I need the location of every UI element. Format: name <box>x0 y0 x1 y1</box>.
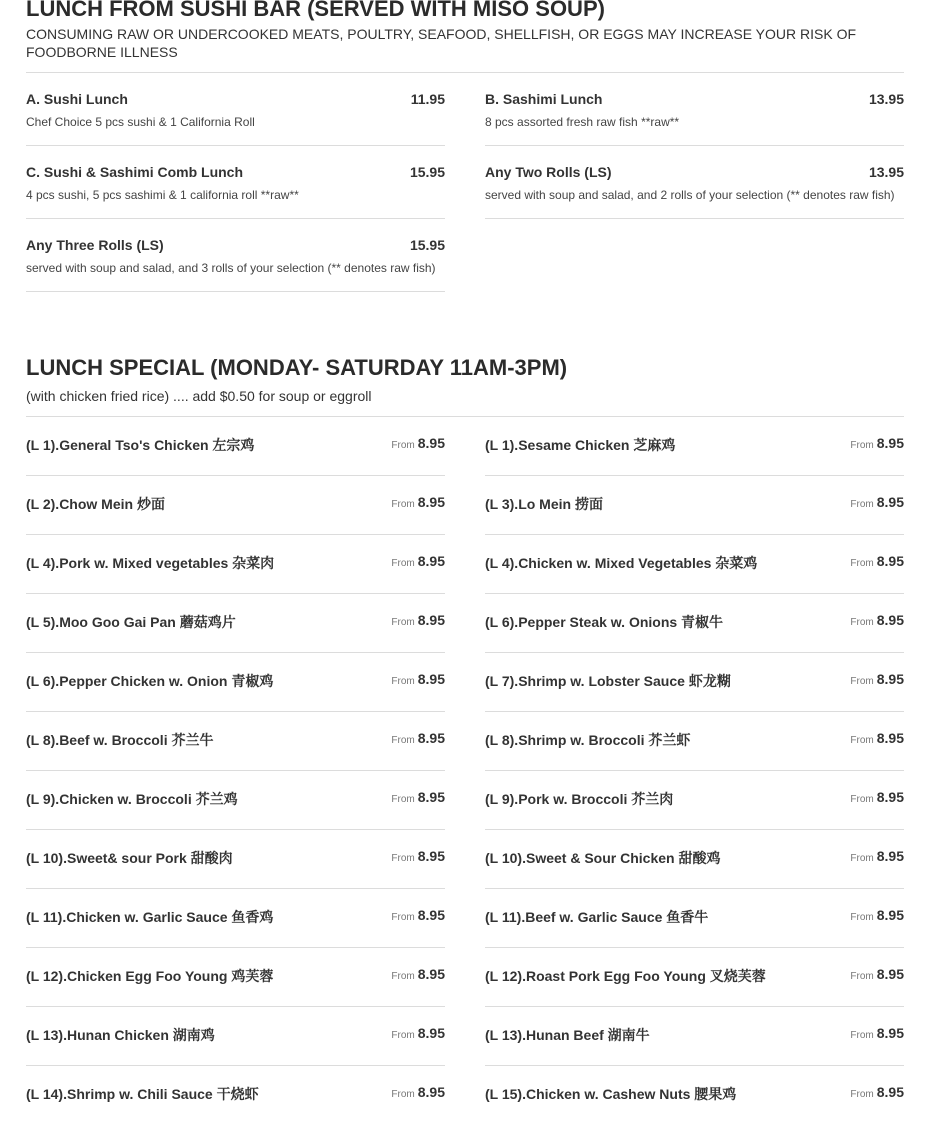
item-price-group <box>391 907 445 923</box>
item-name: (L 14).Shrimp w. Chili Sauce 干烧虾 <box>26 1086 259 1102</box>
item-name: (L 6).Pepper Steak w. Onions 青椒牛 <box>485 614 724 630</box>
item-price-group <box>391 553 445 569</box>
menu-item[interactable] <box>485 830 904 889</box>
item-name: (L 2).Chow Mein 炒面 <box>26 496 165 512</box>
from-label: From <box>850 558 874 569</box>
item-price: 8.95 <box>876 907 904 923</box>
item-description: 8 pcs assorted fresh raw fish **raw** <box>485 115 680 129</box>
from-label: From <box>391 1030 415 1041</box>
item-price: 8.95 <box>417 789 445 805</box>
menu-item[interactable] <box>26 417 445 476</box>
menu-item[interactable] <box>26 219 445 292</box>
section-description: (with chicken fried rice) .... add $0.50 for soup or eggroll <box>26 388 372 404</box>
item-name: (L 9).Pork w. Broccoli 芥兰肉 <box>485 791 674 807</box>
from-label: From <box>850 794 874 805</box>
from-label: From <box>850 617 874 628</box>
item-price: 8.95 <box>876 671 904 687</box>
item-price-group <box>391 1025 445 1041</box>
menu-items-grid <box>26 417 904 1125</box>
menu-section-lunch-special <box>26 355 904 1125</box>
menu-item[interactable] <box>485 1007 904 1066</box>
item-name: (L 10).Sweet& sour Pork 甜酸肉 <box>26 850 233 866</box>
item-name: (L 4).Pork w. Mixed vegetables 杂菜肉 <box>26 555 275 571</box>
item-price: 8.95 <box>876 553 904 569</box>
menu-section-sushi-lunch <box>26 0 904 292</box>
from-label: From <box>850 1030 874 1041</box>
from-label: From <box>850 912 874 923</box>
item-price: 11.95 <box>410 91 445 107</box>
item-price: 8.95 <box>876 435 904 451</box>
item-name: C. Sushi & Sashimi Comb Lunch <box>26 164 244 180</box>
item-name: (L 5).Moo Goo Gai Pan 蘑菇鸡片 <box>26 614 236 630</box>
menu-item[interactable] <box>26 535 445 594</box>
from-label: From <box>850 971 874 982</box>
menu-item[interactable] <box>26 948 445 1007</box>
menu-item[interactable] <box>26 146 445 219</box>
menu-item[interactable] <box>26 1066 445 1125</box>
item-price: 8.95 <box>417 966 445 982</box>
item-name: (L 13).Hunan Beef 湖南牛 <box>485 1027 650 1043</box>
item-name: (L 6).Pepper Chicken w. Onion 青椒鸡 <box>26 673 274 689</box>
menu-item[interactable] <box>26 889 445 948</box>
item-name: Any Three Rolls (LS) <box>26 237 164 253</box>
item-price: 8.95 <box>417 1025 445 1041</box>
item-description: served with soup and salad, and 2 rolls of your selection (** denotes raw fish) <box>485 188 895 202</box>
item-name: (L 3).Lo Mein 捞面 <box>485 496 603 512</box>
menu-item[interactable] <box>485 712 904 771</box>
from-label: From <box>391 853 415 864</box>
item-price-group <box>850 435 904 451</box>
item-price-group <box>391 730 445 746</box>
menu-item[interactable] <box>26 594 445 653</box>
section-description: CONSUMING RAW OR UNDERCOOKED MEATS, POULTRY, SEAFOOD, SHELLFISH, OR EGGS MAY INCREASE YOUR RISK OF FOODBORNE ILLNESS <box>26 26 857 60</box>
item-name: (L 1).Sesame Chicken 芝麻鸡 <box>485 437 676 453</box>
item-name: (L 11).Chicken w. Garlic Sauce 鱼香鸡 <box>26 909 274 925</box>
item-price-group <box>391 848 445 864</box>
section-title: LUNCH FROM SUSHI BAR (SERVED WITH MISO SOUP) <box>26 0 605 21</box>
from-label: From <box>391 499 415 510</box>
item-price-group <box>850 848 904 864</box>
item-price-group <box>391 1084 445 1100</box>
item-description: 4 pcs sushi, 5 pcs sashimi & 1 california roll **raw** <box>26 188 299 202</box>
from-label: From <box>391 558 415 569</box>
item-name: (L 15).Chicken w. Cashew Nuts 腰果鸡 <box>485 1086 737 1102</box>
item-price-group <box>850 553 904 569</box>
from-label: From <box>850 853 874 864</box>
menu-item[interactable] <box>26 830 445 889</box>
item-price-group <box>391 966 445 982</box>
item-name: (L 12).Roast Pork Egg Foo Young 叉烧芙蓉 <box>485 968 766 984</box>
from-label: From <box>850 735 874 746</box>
item-price: 8.95 <box>417 494 445 510</box>
menu-item[interactable] <box>26 712 445 771</box>
item-name: (L 10).Sweet & Sour Chicken 甜酸鸡 <box>485 850 721 866</box>
from-label: From <box>391 440 415 451</box>
item-price-group <box>850 1084 904 1100</box>
from-label: From <box>391 617 415 628</box>
from-label: From <box>391 676 415 687</box>
item-price: 13.95 <box>868 164 904 180</box>
menu-item[interactable] <box>26 771 445 830</box>
menu-item[interactable] <box>485 476 904 535</box>
item-price: 8.95 <box>417 907 445 923</box>
from-label: From <box>391 735 415 746</box>
item-price-group <box>391 612 445 628</box>
item-price-group <box>850 907 904 923</box>
item-price-group <box>850 789 904 805</box>
item-price: 15.95 <box>409 164 445 180</box>
item-price: 13.95 <box>868 91 904 107</box>
item-price-group <box>850 494 904 510</box>
item-price-group <box>850 1025 904 1041</box>
item-price: 8.95 <box>417 553 445 569</box>
item-price-group <box>850 730 904 746</box>
item-price-group <box>850 671 904 687</box>
menu-item[interactable] <box>485 653 904 712</box>
item-name: (L 4).Chicken w. Mixed Vegetables 杂菜鸡 <box>485 555 758 571</box>
menu-item[interactable] <box>485 535 904 594</box>
menu-item[interactable] <box>26 1007 445 1066</box>
item-name: Any Two Rolls (LS) <box>485 164 612 180</box>
from-label: From <box>850 676 874 687</box>
menu-items-grid <box>26 73 904 292</box>
item-price: 15.95 <box>409 237 445 253</box>
menu-item[interactable] <box>485 146 904 219</box>
item-name: A. Sushi Lunch <box>26 91 128 107</box>
from-label: From <box>850 440 874 451</box>
item-name: (L 8).Beef w. Broccoli 芥兰牛 <box>26 732 214 748</box>
menu-item[interactable] <box>26 73 445 146</box>
item-price-group <box>391 789 445 805</box>
item-name: (L 11).Beef w. Garlic Sauce 鱼香牛 <box>485 909 709 925</box>
item-price-group <box>391 671 445 687</box>
item-name: (L 7).Shrimp w. Lobster Sauce 虾龙糊 <box>485 673 731 689</box>
item-name: (L 9).Chicken w. Broccoli 芥兰鸡 <box>26 791 238 807</box>
item-price: 8.95 <box>876 789 904 805</box>
menu-item[interactable] <box>485 1066 904 1125</box>
item-price: 8.95 <box>417 730 445 746</box>
item-price: 8.95 <box>876 966 904 982</box>
from-label: From <box>391 971 415 982</box>
item-price: 8.95 <box>417 435 445 451</box>
item-name: B. Sashimi Lunch <box>485 91 603 107</box>
item-name: (L 13).Hunan Chicken 湖南鸡 <box>26 1027 215 1043</box>
menu-item[interactable] <box>26 476 445 535</box>
item-price: 8.95 <box>417 848 445 864</box>
item-price: 8.95 <box>417 612 445 628</box>
item-price: 8.95 <box>876 848 904 864</box>
item-description: served with soup and salad, and 3 rolls of your selection (** denotes raw fish) <box>26 261 436 275</box>
menu-item[interactable] <box>485 594 904 653</box>
menu-item[interactable] <box>26 653 445 712</box>
item-name: (L 1).General Tso's Chicken 左宗鸡 <box>26 437 255 453</box>
item-price-group <box>391 494 445 510</box>
item-price: 8.95 <box>417 1084 445 1100</box>
menu-item[interactable] <box>485 417 904 476</box>
item-price-group <box>391 435 445 451</box>
menu-item[interactable] <box>485 948 904 1007</box>
item-price: 8.95 <box>417 671 445 687</box>
from-label: From <box>850 499 874 510</box>
item-price: 8.95 <box>876 1025 904 1041</box>
section-title: LUNCH SPECIAL (MONDAY- SATURDAY 11AM-3PM) <box>26 355 568 380</box>
item-name: (L 8).Shrimp w. Broccoli 芥兰虾 <box>485 732 691 748</box>
from-label: From <box>391 912 415 923</box>
menu-item[interactable] <box>485 73 904 146</box>
item-price: 8.95 <box>876 1084 904 1100</box>
item-price: 8.95 <box>876 730 904 746</box>
from-label: From <box>391 1089 415 1100</box>
item-price: 8.95 <box>876 494 904 510</box>
item-price: 8.95 <box>876 612 904 628</box>
item-price-group <box>850 612 904 628</box>
menu-item[interactable] <box>485 771 904 830</box>
from-label: From <box>391 794 415 805</box>
item-name: (L 12).Chicken Egg Foo Young 鸡芙蓉 <box>26 968 274 984</box>
from-label: From <box>850 1089 874 1100</box>
item-description: Chef Choice 5 pcs sushi & 1 California Roll <box>26 115 255 129</box>
item-price-group <box>850 966 904 982</box>
menu-item[interactable] <box>485 889 904 948</box>
